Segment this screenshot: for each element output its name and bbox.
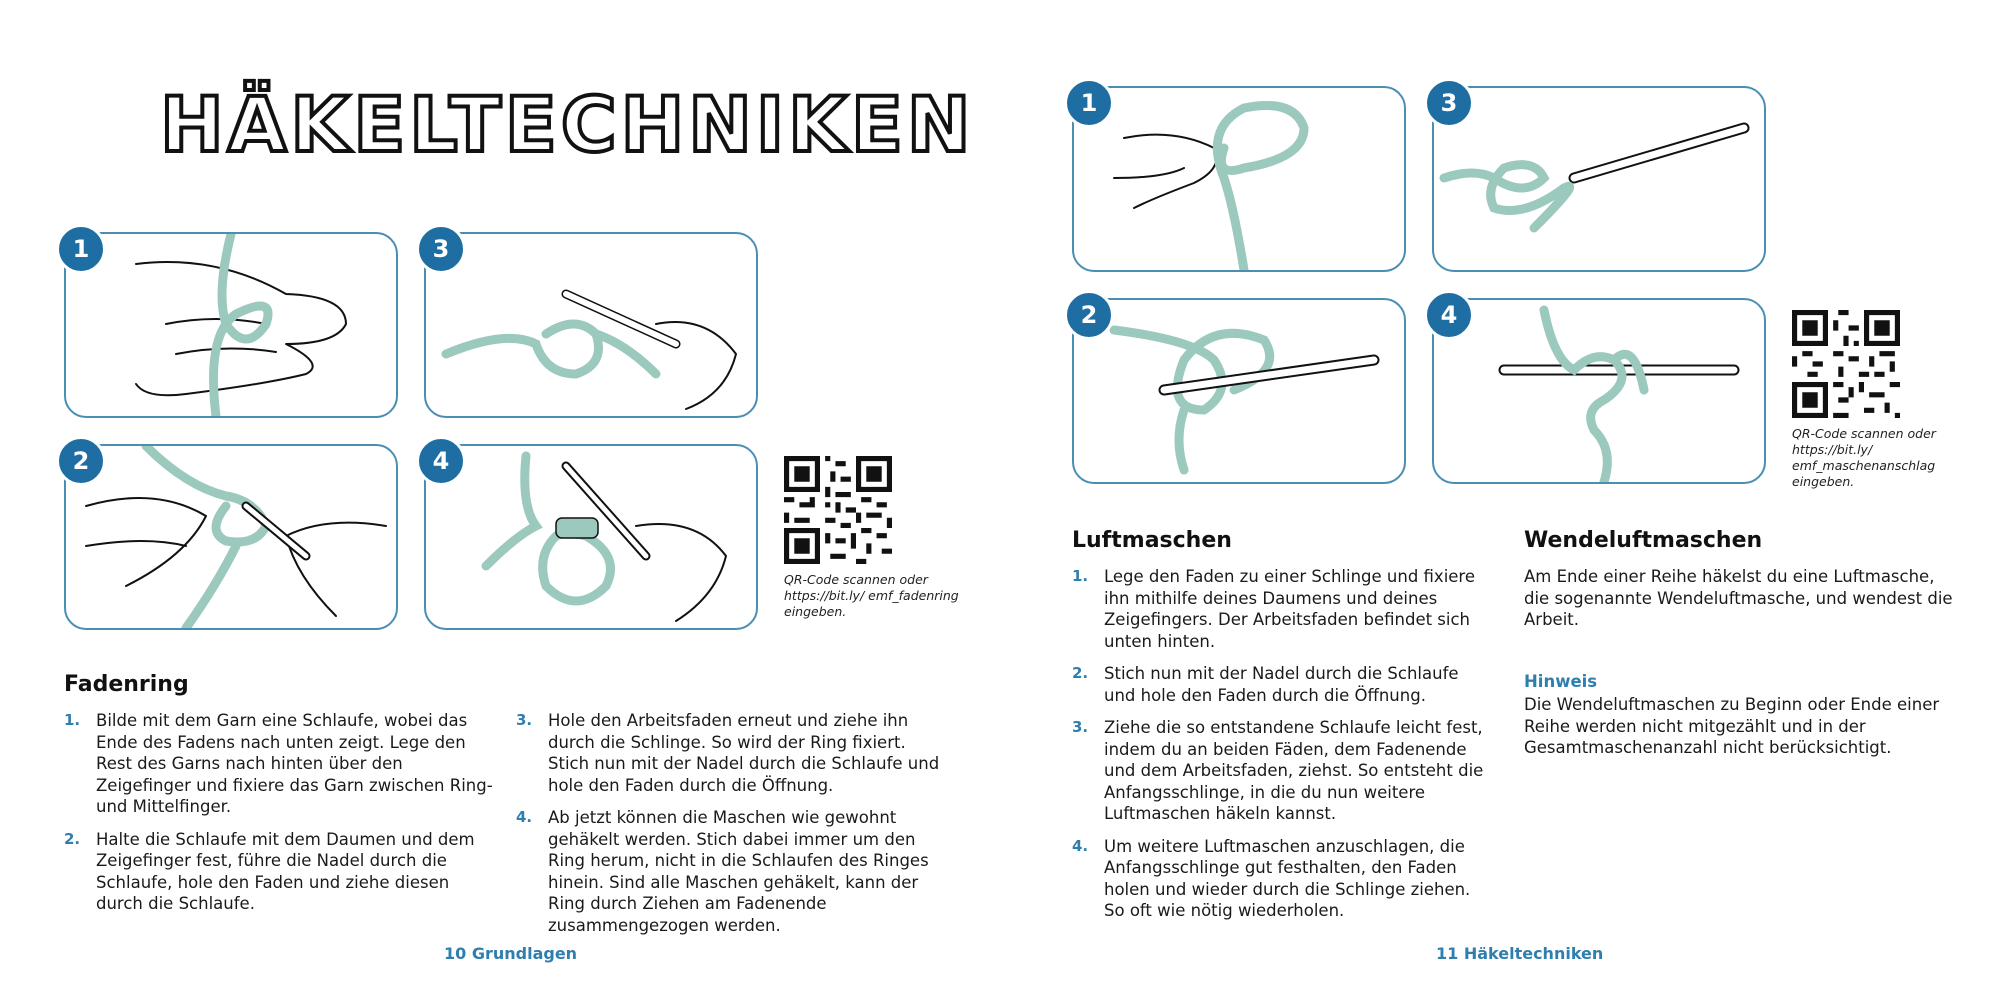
qr-caption: QR-Code scannen oder https://bit.ly/ emf_maschenanschlag eingeben. bbox=[1792, 426, 1936, 489]
wendeluftmaschen-text: Am Ende einer Reihe häkelst du eine Luftmasche, die sogenannte Wendeluftmasche, und wendest die Arbeit. bbox=[1524, 567, 1953, 629]
qr-code[interactable] bbox=[1792, 310, 1900, 418]
chain-stitch-illustration bbox=[1434, 300, 1764, 482]
list-item: 1. Bilde mit dem Garn eine Schlaufe, wobei das Ende des Fadens nach unten zeigt. Lege den Rest des Garns nach hinten über den Zeigefinger und fixiere das Garn zwischen Ring- und Mittelfinger. bbox=[64, 711, 493, 816]
hint-heading: Hinweis bbox=[1524, 672, 1598, 691]
fadenring-steps-col2 bbox=[516, 710, 946, 947]
step-badge: 2 bbox=[56, 436, 106, 486]
section-heading-wendeluftmaschen: Wendeluftmaschen bbox=[1524, 528, 1763, 553]
ring-needle-illustration bbox=[426, 234, 756, 416]
illustration-panel-4 bbox=[1432, 298, 1766, 484]
illustration-panel-3 bbox=[424, 232, 758, 418]
list-item: 1. Lege den Faden zu einer Schlinge und fixiere ihn mithilfe deines Daumens und deines Zeigefingers. Der Arbeitsfaden befindet sich unten hinten. bbox=[1072, 567, 1476, 651]
fadenring-steps-col1 bbox=[64, 710, 494, 926]
illustration-panel-2 bbox=[1072, 298, 1406, 484]
list-item: 3. Hole den Arbeitsfaden erneut und ziehe ihn durch die Schlinge. So wird der Ring fixiert. Stich nun mit der Nadel durch die Schlaufe und hole den Faden durch die Öffnung. bbox=[516, 711, 940, 795]
illustration-panel-4 bbox=[424, 444, 758, 630]
step-badge: 1 bbox=[56, 224, 106, 274]
hint-text: Die Wendeluftmaschen zu Beginn oder Ende einer Reihe werden nicht mitgezählt und in der Gesamtmaschenanzahl nicht berücksichtigt. bbox=[1524, 695, 1940, 757]
list-item: 3. Ziehe die so entstandene Schlaufe leicht fest, indem du an beiden Fäden, dem Fadenende und dem Arbeitsfaden, ziehst. So entsteht die Anfangsschlinge, in die du nun weitere Luftmaschen häkeln kannst. bbox=[1072, 718, 1484, 823]
hold-loop-illustration bbox=[66, 446, 396, 628]
step-badge: 3 bbox=[1424, 78, 1474, 128]
qr-code[interactable] bbox=[784, 456, 892, 564]
tighten-loop-illustration bbox=[1434, 88, 1764, 270]
qr-caption: QR-Code scannen oder https://bit.ly/ emf_fadenring eingeben. bbox=[784, 572, 959, 619]
step-badge: 1 bbox=[1064, 78, 1114, 128]
slip-loop-illustration bbox=[1074, 88, 1404, 270]
list-item: 2. Halte die Schlaufe mit dem Daumen und dem Zeigefinger fest, führe die Nadel durch die Schlaufe, hole den Faden und ziehe diesen durch die Schlaufe. bbox=[64, 829, 475, 913]
list-item: 2. Stich nun mit der Nadel durch die Schlaufe und hole den Faden durch die Öffnung. bbox=[1072, 664, 1459, 705]
list-item: 4. Um weitere Luftmaschen anzuschlagen, die Anfangsschlinge gut festhalten, den Faden holen und wieder durch die Schlinge ziehen. So oft wie nötig wiederholen. bbox=[1072, 836, 1471, 920]
pull-through-illustration bbox=[1074, 300, 1404, 482]
finished-ring-illustration bbox=[426, 446, 756, 628]
step-badge: 3 bbox=[416, 224, 466, 274]
step-badge: 4 bbox=[416, 436, 466, 486]
page-footer-left: 10 Grundlagen bbox=[444, 944, 578, 963]
page-footer-right: 11 Häkeltechniken bbox=[1436, 944, 1604, 963]
luftmaschen-steps bbox=[1072, 566, 1492, 933]
illustration-panel-3 bbox=[1432, 86, 1766, 272]
page-title: HÄKELTECHNIKEN bbox=[160, 80, 975, 169]
section-heading-luftmaschen: Luftmaschen bbox=[1072, 528, 1232, 553]
illustration-panel-1 bbox=[64, 232, 398, 418]
hand-loop-illustration bbox=[66, 234, 396, 416]
illustration-panel-2 bbox=[64, 444, 398, 630]
list-item: 4. Ab jetzt können die Maschen wie gewohnt gehäkelt werden. Stich dabei immer um den Ring herum, nicht in die Schlaufen des Ringes hinein. Sind alle Maschen gehäkelt, kann der Ring durch Ziehen am Fadenende zusammengezogen werden. bbox=[516, 808, 929, 935]
step-badge: 2 bbox=[1064, 290, 1114, 340]
illustration-panel-1 bbox=[1072, 86, 1406, 272]
step-badge: 4 bbox=[1424, 290, 1474, 340]
section-heading-fadenring: Fadenring bbox=[64, 672, 189, 697]
